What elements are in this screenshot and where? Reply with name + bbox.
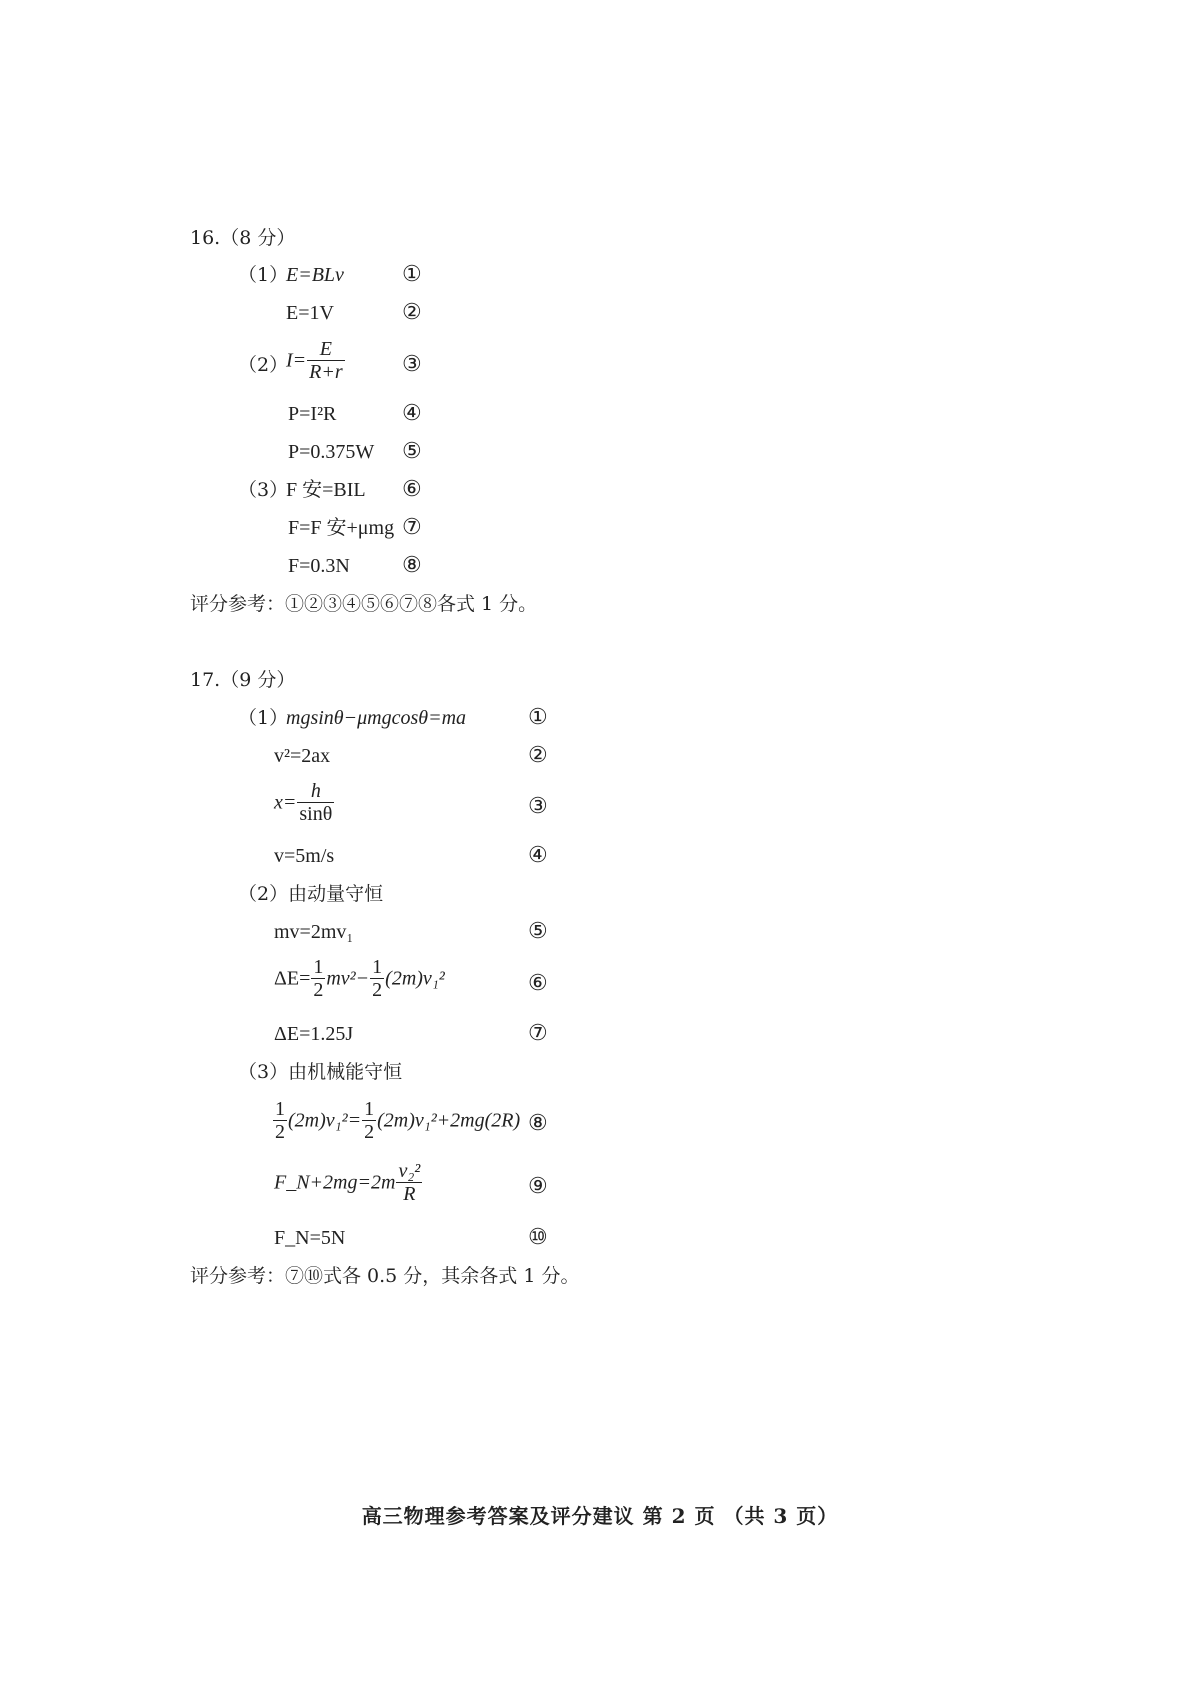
q17-part3-label: （3）由机械能守恒 — [238, 1061, 403, 1083]
q17-eq6-lhs: ΔE= — [274, 967, 311, 990]
q16-eq8: F=0.3N — [288, 555, 350, 577]
q17-eq5: mv=2mv₁ — [274, 921, 354, 943]
q17-eq9-numerator: v₂² — [398, 1160, 421, 1182]
q17-part1-label: （1） — [238, 707, 289, 729]
q17-eq7: ΔE=1.25J — [274, 1023, 354, 1045]
q16-eq7: F=F 安+μmg — [288, 517, 395, 539]
page-footer: 高三物理参考答案及评分建议 第 2 页 （共 3 页） — [361, 1504, 839, 1528]
q17-eq3-numerator: h — [297, 780, 334, 803]
q17-mark4: ④ — [528, 843, 548, 868]
q16-mark2: ② — [402, 300, 422, 325]
q17-eq1: mgsinθ−μmgcosθ=ma — [286, 707, 467, 729]
q17-eq6-half-1-den: 2 — [313, 979, 324, 1001]
q16-scoring-note: 评分参考：①②③④⑤⑥⑦⑧各式 1 分。 — [190, 593, 538, 615]
q17-mark7: ⑦ — [528, 1021, 548, 1046]
q16-part1-label: （1） — [238, 264, 289, 286]
q17-mark2: ② — [528, 743, 548, 768]
q17-eq6-term1: mv²− — [326, 967, 370, 990]
q17-eq8 — [272, 1098, 520, 1143]
q17-eq9-lhs: F_N+2mg=2m — [274, 1171, 396, 1194]
q17-eq6-half-1 — [311, 956, 325, 1001]
q16-header: 16.（8 分） — [190, 227, 296, 249]
q17-mark5: ⑤ — [528, 919, 548, 944]
q17-eq4: v=5m/s — [274, 845, 335, 867]
q16-mark6: ⑥ — [402, 477, 422, 502]
q17-eq6-half-1-num: 1 — [313, 956, 324, 978]
q17-eq8-half-2-num: 1 — [364, 1098, 375, 1120]
q16-eq1: E=BLv — [286, 264, 344, 286]
q16-eq3-numerator: E — [307, 338, 345, 361]
q17-eq8-half-1 — [273, 1098, 287, 1143]
q17-mark1: ① — [528, 705, 548, 730]
q16-mark4: ④ — [402, 401, 422, 426]
q16-mark3: ③ — [402, 352, 422, 377]
q17-eq8-term1: (2m)v₁²= — [288, 1109, 362, 1132]
q17-mark10: ⑩ — [528, 1225, 548, 1250]
q17-eq2: v²=2ax — [274, 745, 331, 767]
q16-eq3-lhs: I= — [286, 349, 307, 372]
q17-eq6-half-2 — [370, 956, 384, 1001]
q16-part3-label: （3） — [238, 479, 289, 501]
q17-eq6-half-2-den: 2 — [372, 979, 383, 1001]
q16-eq5: P=0.375W — [288, 441, 375, 463]
q16-mark1: ① — [402, 262, 422, 287]
q17-mark9: ⑨ — [528, 1174, 548, 1199]
q16-eq3 — [286, 338, 346, 383]
q17-eq8-half-2-den: 2 — [364, 1121, 375, 1143]
q17-eq3 — [274, 780, 335, 825]
q16-eq4: P=I²R — [288, 403, 337, 425]
q17-eq6-term2: (2m)v₁² — [385, 967, 445, 990]
q16-mark7: ⑦ — [402, 515, 422, 540]
q17-mark6: ⑥ — [528, 971, 548, 996]
q17-header: 17.（9 分） — [190, 669, 296, 691]
q17-mark8: ⑧ — [528, 1111, 548, 1136]
q17-eq9-denominator: R — [403, 1183, 416, 1205]
q16-eq2: E=1V — [286, 302, 334, 324]
q17-eq3-lhs: x= — [274, 791, 297, 814]
q16-eq3-denominator: R+r — [309, 361, 343, 383]
q17-eq6 — [274, 956, 445, 1001]
q17-eq8-term2: (2m)v₁²+2mg(2R) — [377, 1109, 521, 1132]
q17-eq6-half-2-num: 1 — [372, 956, 383, 978]
q17-eq8-half-2 — [362, 1098, 376, 1143]
q16-mark5: ⑤ — [402, 439, 422, 464]
q16-eq6: F 安=BIL — [286, 479, 366, 501]
q17-eq3-denominator: sinθ — [299, 803, 333, 825]
q17-scoring-note: 评分参考：⑦⑩式各 0.5 分，其余各式 1 分。 — [190, 1265, 580, 1287]
q17-eq8-half-1-num: 1 — [275, 1098, 285, 1120]
q17-eq8-half-1-den: 2 — [275, 1121, 285, 1143]
q16-eq3-fraction — [307, 338, 345, 383]
q16-mark8: ⑧ — [402, 553, 422, 578]
q17-part2-label: （2）由动量守恒 — [238, 883, 384, 905]
q17-eq10: F_N=5N — [274, 1227, 346, 1249]
q17-mark3: ③ — [528, 794, 548, 819]
q17-eq9 — [274, 1160, 423, 1205]
q16-part2-label: （2） — [238, 354, 289, 376]
q17-eq3-fraction — [297, 780, 334, 825]
q17-eq9-fraction — [396, 1160, 422, 1205]
